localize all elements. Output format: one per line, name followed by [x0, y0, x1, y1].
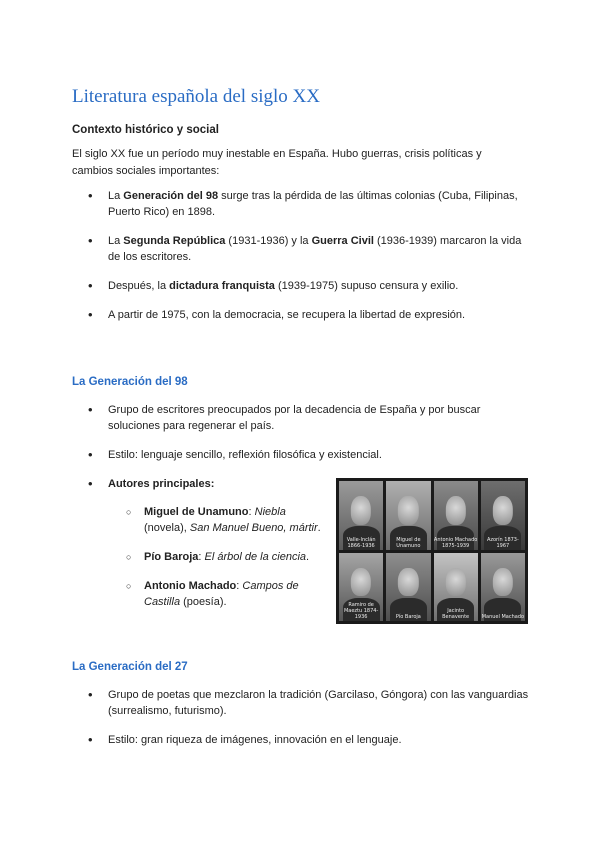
list-item: • Grupo de poetas que mezclaron la tradición (Garcilaso, Góngora) con las vanguardias (surrealismo, futurismo).	[72, 687, 532, 719]
list-item: • A partir de 1975, con la democracia, se recupera la libertad de expresión.	[72, 307, 532, 323]
author-portrait: Miguel de Unamuno	[386, 481, 430, 550]
author-portrait: Pío Baroja	[386, 553, 430, 622]
author-portrait: Valle-Inclán 1866-1936	[339, 481, 383, 550]
page-title: Literatura española del siglo XX	[72, 86, 320, 107]
list-item: • Estilo: gran riqueza de imágenes, innovación en el lenguaje.	[72, 732, 532, 748]
list-item: • Estilo: lenguaje sencillo, reflexión filosófica y existencial.	[72, 447, 532, 463]
author-portrait: Antonio Machado 1875-1939	[434, 481, 478, 550]
list-item: • Autores principales:	[72, 476, 532, 492]
context-bullet-list	[72, 188, 532, 323]
author-portrait: Azorín 1873-1967	[481, 481, 525, 550]
gen98-heading: La Generación del 98	[72, 376, 188, 388]
author-portrait: Manuel Machado	[481, 553, 525, 622]
author-item-machado: ○ Antonio Machado: Campos de Castilla (poesía).	[108, 578, 328, 610]
list-item: • Grupo de escritores preocupados por la decadencia de España y por buscar soluciones para regenerar el país.	[72, 402, 532, 434]
authors-photo-collage	[336, 478, 528, 624]
gen27-heading: La Generación del 27	[72, 661, 188, 673]
author-item-baroja: ○ Pío Baroja: El árbol de la ciencia.	[108, 549, 328, 565]
context-intro: El siglo XX fue un período muy inestable en España. Hubo guerras, crisis políticas y cambios sociales importantes:	[72, 148, 482, 177]
author-item-unamuno: ○ Miguel de Unamuno: Niebla (novela), San Manuel Bueno, mártir.	[108, 504, 328, 536]
authors-list	[108, 504, 328, 610]
author-portrait: Jacinto Benavente	[434, 553, 478, 622]
list-item: • La Generación del 98 surge tras la pérdida de las últimas colonias (Cuba, Filipinas, Puerto Rico) en 1898.	[72, 188, 532, 220]
list-item: • La Segunda República (1931-1936) y la Guerra Civil (1936-1939) marcaron la vida de los escritores.	[72, 233, 532, 265]
author-portrait: Ramiro de Maeztu 1874-1936	[339, 553, 383, 622]
context-heading: Contexto histórico y social	[72, 124, 219, 136]
gen27-bullet-list	[72, 687, 532, 748]
list-item: • Después, la dictadura franquista (1939-1975) supuso censura y exilio.	[72, 278, 532, 294]
